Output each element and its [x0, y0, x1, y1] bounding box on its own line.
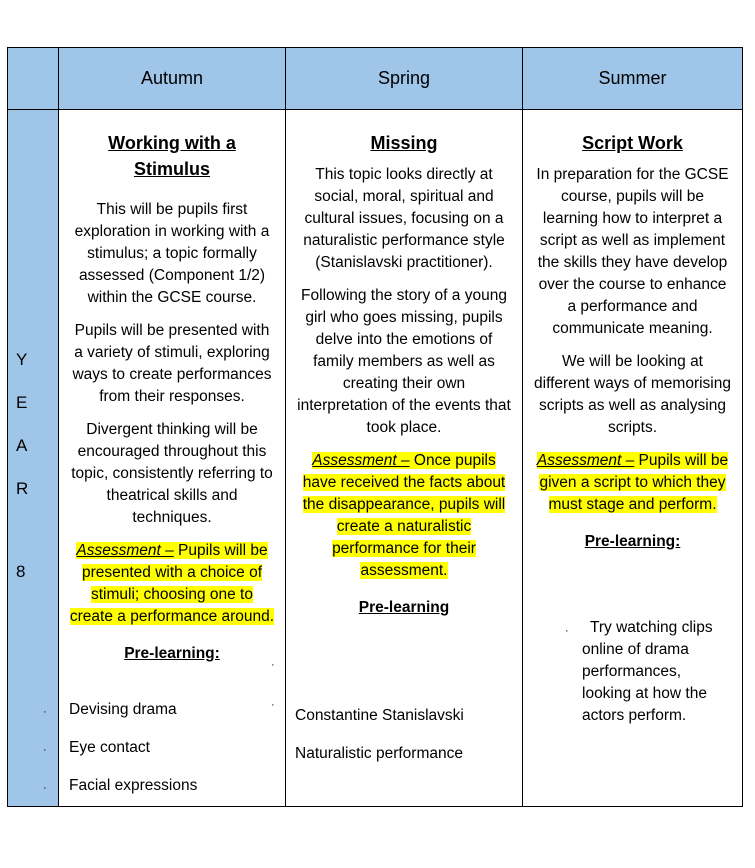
text-line: social, moral, spiritual and [314, 188, 494, 205]
text-line: cultural issues, focusing on a [304, 210, 504, 227]
text-line: looking at how the [582, 685, 707, 702]
text-line: create a naturalistic [336, 518, 472, 535]
text-line: topic, consistently referring to [71, 465, 273, 482]
year-letter: E [16, 393, 28, 412]
text-line: (Stanislavski practitioner). [315, 254, 493, 271]
bullet-dot: · [565, 625, 569, 637]
autumn-title [59, 130, 285, 182]
spring-paragraph-2 [286, 285, 522, 439]
text-line: online of drama [582, 641, 689, 658]
spring-title: Missing [370, 133, 438, 153]
pre-learning-item: Eye contact [69, 739, 150, 756]
text-line: create a performance around. [69, 608, 275, 625]
spring-paragraph-1 [286, 164, 522, 274]
assessment-label: Assessment – [312, 452, 410, 469]
header-autumn [58, 47, 286, 110]
autumn-paragraph-3 [59, 419, 285, 529]
year-letter: 8 [16, 562, 26, 581]
year-column [7, 109, 59, 807]
text-line: We will be looking at [561, 353, 703, 370]
spring-assessment [286, 450, 522, 582]
text-line: Divergent thinking will be [86, 421, 258, 438]
text-line: interpretation of the events that [297, 397, 511, 414]
text-line: family members as well as [313, 353, 495, 370]
pre-learning-item: Facial expressions [69, 777, 198, 794]
text-line: a performance and [567, 298, 698, 315]
summer-pre-learning-heading: Pre-learning: [584, 533, 681, 550]
bullet-dot: · [43, 782, 47, 794]
spring-cell [285, 109, 523, 807]
text-line: took place. [366, 419, 442, 436]
year-letter: A [16, 436, 28, 455]
text-line: delve into the emotions of [315, 331, 493, 348]
text-line: course, pupils will be [560, 188, 704, 205]
pre-learning-item: Devising drama [69, 701, 177, 718]
text-line: ways to create performances [72, 366, 272, 383]
header-summer-label: Summer [598, 68, 667, 88]
corner-cell [7, 47, 59, 110]
text-line: stimulus; a topic formally [87, 245, 257, 262]
header-spring [285, 47, 523, 110]
summer-title: Script Work [582, 133, 683, 153]
text-line: naturalistic performance style [303, 232, 505, 249]
text-line: Pupils will be [173, 542, 268, 559]
pre-learning-item: Naturalistic performance [295, 745, 463, 762]
spring-pre-learning-heading: Pre-learning [358, 599, 450, 616]
text-line: techniques. [132, 509, 212, 526]
bullet-dot: · [271, 699, 275, 711]
bullet-dot: · [43, 706, 47, 718]
text-line: exploration in working with a [74, 223, 270, 240]
assessment-label: Assessment – [76, 542, 174, 559]
text-line: performance for their [332, 540, 476, 557]
text-line: learning how to interpret a [542, 210, 723, 227]
pre-learning-item: Constantine Stanislavski [295, 707, 464, 724]
text-line: the disappearance, pupils will [302, 496, 506, 513]
bullet-dot: · [271, 659, 275, 671]
text-line: assessment. [360, 562, 448, 579]
autumn-pre-learning-heading: Pre-learning: [124, 645, 220, 662]
bullet-dot: · [43, 744, 47, 756]
text-line: different ways of memorising [534, 375, 731, 392]
autumn-paragraph-2 [59, 320, 285, 408]
text-line: within the GCSE course. [87, 289, 257, 306]
text-line: given a script to which they [539, 474, 726, 491]
text-line: must stage and perform. [548, 496, 717, 513]
text-line: creating their own [342, 375, 466, 392]
text-line: assessed (Component 1/2) [78, 267, 266, 284]
year-letter: Y [16, 350, 28, 369]
text-line: have received the facts about [302, 474, 506, 491]
autumn-assessment [59, 540, 285, 628]
autumn-paragraph-1 [59, 199, 285, 309]
text-line: Pupils will be [634, 452, 729, 469]
text-line: stimuli; choosing one to [91, 586, 253, 603]
text-line: over the course to enhance [538, 276, 727, 293]
text-line: script as well as implement [539, 232, 726, 249]
text-line: Pupils will be presented with [74, 322, 270, 339]
text-line: presented with a choice of [81, 564, 263, 581]
year-letter: R [16, 479, 29, 498]
text-line: This topic looks directly at [315, 166, 493, 183]
summer-cell [522, 109, 743, 807]
autumn-title-line: Working with a [108, 133, 236, 153]
text-line: from their responses. [99, 388, 245, 405]
text-line: theatrical skills and [106, 487, 238, 504]
autumn-title-line: Stimulus [133, 159, 210, 179]
summer-paragraph-2 [523, 351, 742, 439]
summer-assessment [523, 450, 742, 516]
text-line: scripts as well as analysing [539, 397, 726, 414]
header-spring-label: Spring [377, 68, 431, 88]
text-line: Following the story of a young [301, 287, 507, 304]
text-line: the skills they have develop [537, 254, 728, 271]
text-line: Once pupils [409, 452, 496, 469]
assessment-label: Assessment – [536, 452, 635, 469]
text-line: This will be pupils first [96, 201, 248, 218]
summer-pre-learning-item [582, 617, 740, 727]
header-summer [522, 47, 743, 110]
summer-paragraph-1 [523, 164, 742, 340]
text-line: scripts. [607, 419, 658, 436]
header-autumn-label: Autumn [140, 68, 204, 88]
text-line: communicate meaning. [552, 320, 713, 337]
text-line: girl who goes missing, pupils [305, 309, 503, 326]
text-line: In preparation for the GCSE [536, 166, 729, 183]
text-line: Try watching clips [590, 619, 713, 636]
curriculum-table [7, 47, 743, 807]
autumn-cell [58, 109, 286, 807]
text-line: performances, [582, 663, 682, 680]
text-line: encouraged throughout this [77, 443, 267, 460]
text-line: a variety of stimuli, exploring [74, 344, 270, 361]
text-line: actors perform. [582, 707, 687, 724]
